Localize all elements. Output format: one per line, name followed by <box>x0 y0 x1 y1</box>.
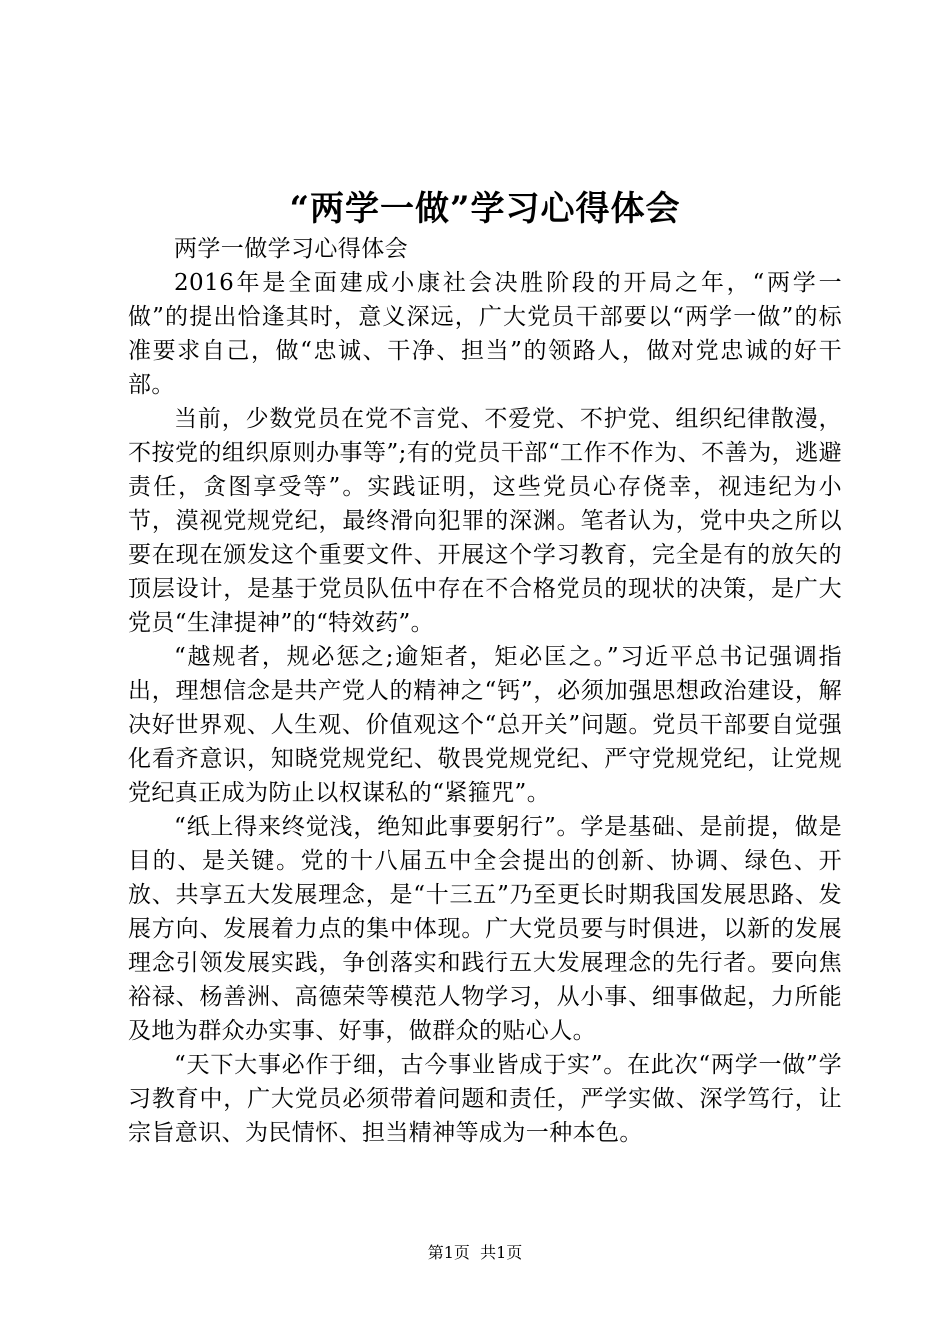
paragraph-3: “越规者，规必惩之;逾矩者，矩必匡之。”习近平总书记强调指出，理想信念是共产党人的精神之“钙”，必须加强思想政治建设，解决好世界观、人生观、价值观这个“总开关”问题。党员干部要自觉强化看齐意识，知晓党规党纪、敬畏党规党纪、严守党规党纪，让党规党纪真正成为防止以权谋私的“紧箍咒”。 <box>128 644 842 806</box>
paragraph-2: 当前，少数党员在党不言党、不爱党、不护党、组织纪律散漫，不按党的组织原则办事等”;有的党员干部“工作不作为、不善为，逃避责任，贪图享受等”。实践证明，这些党员心存侥幸，视违纪为小节，漠视党规党纪，最终滑向犯罪的深渊。笔者认为，党中央之所以要在现在颁发这个重要文件、开展这个学习教育，完全是有的放矢的顶层设计，是基于党员队伍中存在不合格党员的现状的决策，是广大党员“生津提神”的“特效药”。 <box>128 406 842 636</box>
document-title: “两学一做”学习心得体会 <box>289 189 681 229</box>
page-number-current: 第1页 <box>427 1243 470 1262</box>
page-number-total: 共1页 <box>480 1243 523 1262</box>
paragraph-5: “天下大事必作于细，古今事业皆成于实”。在此次“两学一做”学习教育中，广大党员必须带着问题和责任，严学实做、深学笃行，让宗旨意识、为民情怀、担当精神等成为一种本色。 <box>128 1052 842 1146</box>
paragraph-4: “纸上得来终觉浅，绝知此事要躬行”。学是基础、是前提，做是目的、是关键。党的十八届五中全会提出的创新、协调、绿色、开放、共享五大发展理念，是“十三五”乃至更长时期我国发展思路、发展方向、发展着力点的集中体现。广大党员要与时俱进，以新的发展理念引领发展实践，争创落实和践行五大发展理念的先行者。要向焦裕禄、杨善洲、高德荣等模范人物学习，从小事、细事做起，力所能及地为群众办实事、好事，做群众的贴心人。 <box>128 814 842 1044</box>
paragraph-1: 2016年是全面建成小康社会决胜阶段的开局之年，“两学一做”的提出恰逢其时，意义深远，广大党员干部要以“两学一做”的标准要求自己，做“忠诚、干净、担当”的领路人，做对党忠诚的好干部。 <box>128 270 842 398</box>
footer-separator <box>470 1243 480 1262</box>
document-body <box>128 232 842 1150</box>
paragraph-subtitle: 两学一做学习心得体会 <box>174 236 408 262</box>
page-footer <box>0 1242 950 1264</box>
